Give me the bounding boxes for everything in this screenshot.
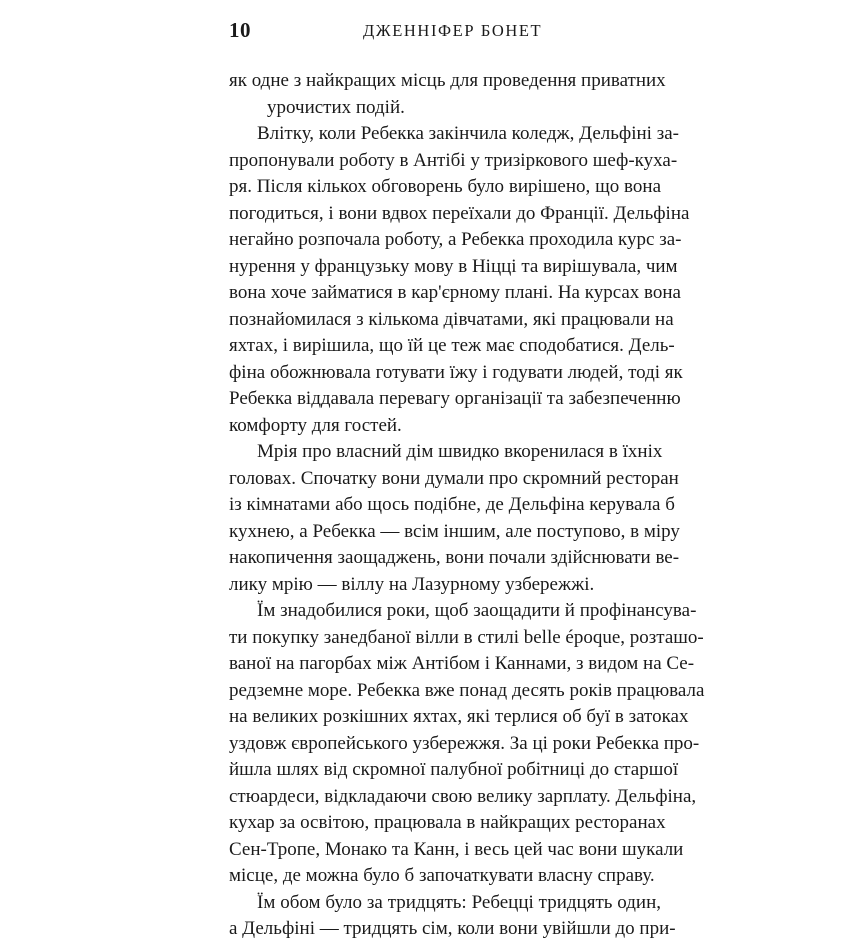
text-line: а Дельфіні — тридцять сім, коли вони увійшли до при-: [229, 918, 676, 939]
text-line: стюардеси, відкладаючи свою велику зарплату. Дельфіна,: [229, 785, 697, 807]
text-line: головах. Спочатку вони думали про скромний ресторан: [229, 467, 679, 489]
text-line: Їм знадобилися роки, щоб заощадити й профінансува-: [257, 600, 697, 621]
body-text: [229, 68, 705, 943]
text-line: пропонували роботу в Антібі у тризіркового шеф-куха-: [229, 149, 678, 171]
text-line: кухнею, а Ребекка — всім іншим, але поступово, в міру: [229, 520, 680, 542]
text-line: уздовж європейського узбережжя. За ці роки Ребекка про-: [229, 732, 700, 754]
text-line: негайно розпочала роботу, а Ребекка проходила курс за-: [229, 229, 682, 250]
text-line: Сен-Тропе, Монако та Канн, і весь цей час вони шукали: [229, 838, 684, 860]
text-line: яхтах, і вирішила, що їй це теж має сподобатися. Дель-: [229, 335, 675, 356]
text-line: кухар за освітою, працювала в найкращих ресторанах: [229, 812, 666, 833]
text-line: місце, де можна було б започаткувати власну справу.: [229, 865, 655, 886]
text-line: ваної на пагорбах між Антібом і Каннами, з видом на Се-: [229, 653, 695, 674]
text-line: Ребекка віддавала перевагу організації та забезпеченню: [229, 388, 681, 409]
page-number: 10: [229, 18, 251, 42]
text-line: із кімнатами або щось подібне, де Дельфіна керувала б: [229, 494, 675, 515]
text-line: нурення у французьку мову в Ніцці та вирішувала, чим: [229, 255, 678, 277]
running-head-author: ДЖЕННІФЕР БОНЕТ: [363, 21, 543, 40]
text-line: ря. Після кількох обговорень було вирішено, що вона: [229, 176, 661, 197]
text-line: Їм обом було за тридцять: Ребецці тридцять один,: [257, 891, 661, 913]
text-line: урочистих подій.: [267, 96, 405, 118]
text-line: комфорту для гостей.: [229, 414, 402, 436]
text-line: редземне море. Ребекка вже понад десять років працювала: [229, 679, 705, 701]
page-header: [229, 18, 661, 48]
text-line: погодиться, і вони вдвох переїхали до Франції. Дельфіна: [229, 202, 690, 224]
text-line: Влітку, коли Ребекка закінчила коледж, Дельфіні за-: [257, 123, 679, 144]
text-line: йшла шлях від скромної палубної робітниці до старшої: [229, 759, 679, 780]
text-line: познайомилася з кількома дівчатами, які працювали на: [229, 308, 674, 330]
text-line: як одне з найкращих місць для проведення приватних: [229, 70, 666, 91]
text-line: ти покупку занедбаної вілли в стилі belle époque, розташо-: [229, 626, 704, 648]
text-line: на великих розкішних яхтах, які терлися об буї в затоках: [229, 706, 689, 727]
text-line: лику мрію — віллу на Лазурному узбережжі.: [229, 573, 595, 595]
text-line: накопичення заощаджень, вони почали здійснювати ве-: [229, 547, 680, 568]
text-line: Мрія про власний дім швидко вкоренилася в їхніх: [257, 441, 663, 462]
text-line: фіна обожнювала готувати їжу і годувати людей, тоді як: [229, 361, 683, 383]
text-line: вона хоче займатися в кар'єрному плані. На курсах вона: [229, 282, 681, 303]
